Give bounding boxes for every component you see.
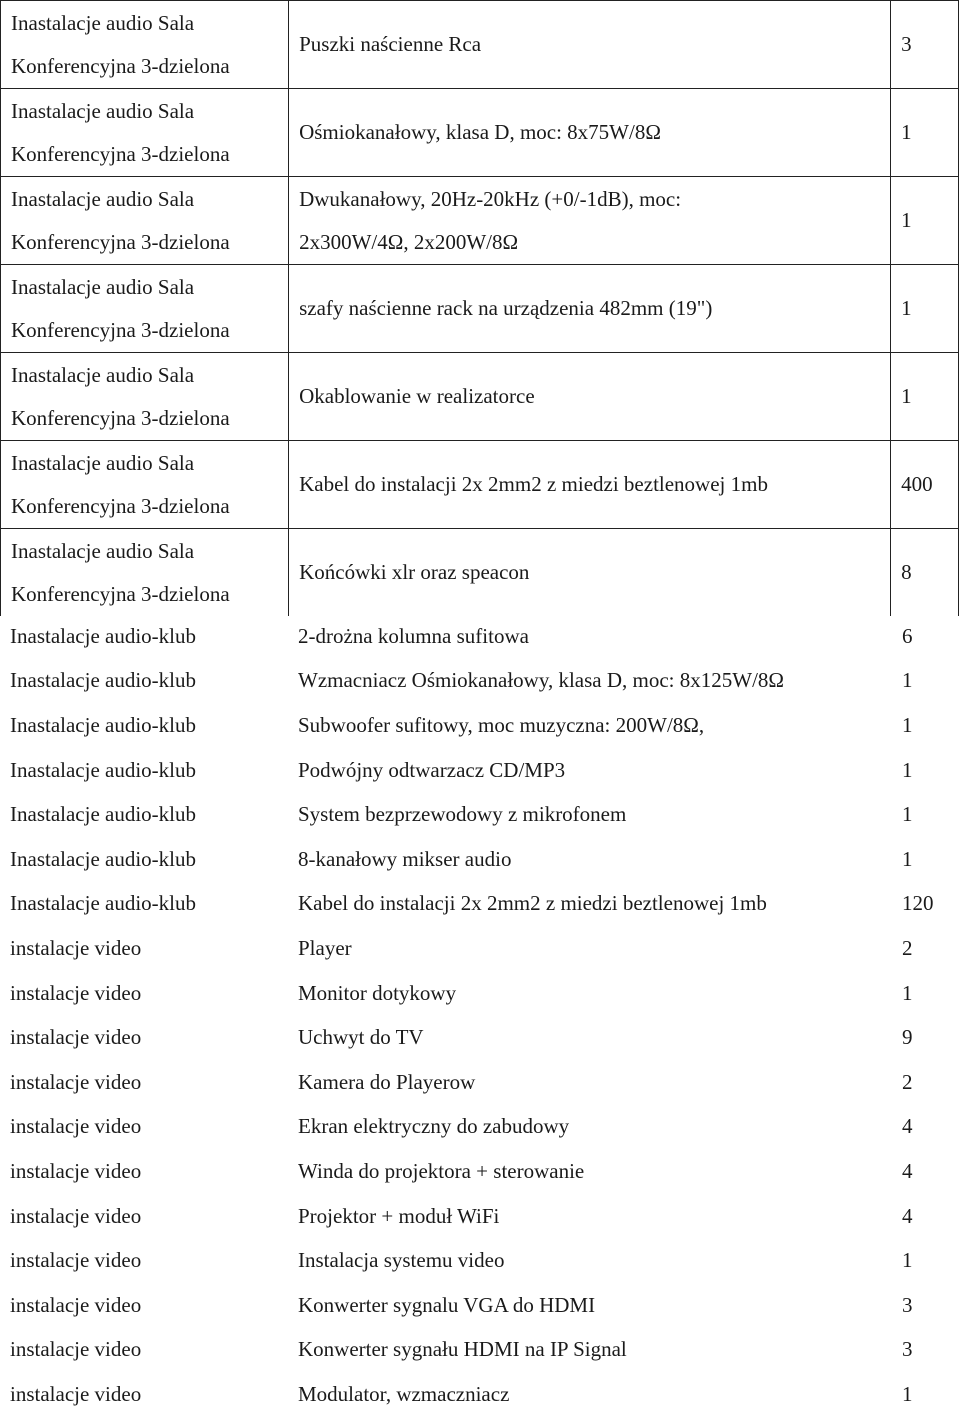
table-row: [0, 1060, 960, 1105]
category-cell: Inastalacje audio Sala Konferencyjna 3-dzielona: [11, 186, 230, 254]
qty-cell: 1: [890, 265, 958, 352]
boxed-section: [0, 0, 959, 616]
category-cell: Inastalacje audio Sala Konferencyjna 3-dzielona: [11, 274, 230, 342]
table-row: [0, 1283, 960, 1328]
table-row: [0, 1238, 960, 1283]
qty-cell: 1: [902, 1248, 913, 1273]
category-cell: instalacje video: [10, 1158, 142, 1183]
table-row: [0, 1105, 960, 1150]
category-cell: instalacje video: [10, 1069, 142, 1094]
qty-cell: 3: [902, 1292, 913, 1317]
item-cell: 8-kanałowy mikser audio: [298, 846, 512, 871]
item-cell: Podwójny odtwarzacz CD/MP3: [298, 757, 566, 782]
category-cell: Inastalacje audio-klub: [10, 668, 197, 693]
qty-cell: 1: [902, 802, 913, 827]
table-row: [0, 265, 958, 353]
item-cell: Kabel do instalacji 2x 2mm2 z miedzi beztlenowej 1mb: [288, 441, 890, 528]
category-cell: instalacje video: [10, 1203, 142, 1228]
item-cell: Uchwyt do TV: [298, 1025, 424, 1050]
qty-cell: 4: [902, 1114, 913, 1139]
item-cell: 2-drożna kolumna sufitowa: [298, 623, 529, 648]
category-cell: instalacje video: [10, 980, 142, 1005]
table-row: [0, 837, 960, 882]
table-row: [0, 614, 960, 659]
category-cell: Inastalacje audio Sala Konferencyjna 3-dzielona: [11, 98, 230, 166]
item-cell: Kamera do Playerow: [298, 1069, 476, 1094]
item-cell: Konwerter sygnalu VGA do HDMI: [298, 1292, 596, 1317]
table-row: [0, 1149, 960, 1194]
category-cell: Inastalacje audio Sala Konferencyjna 3-dzielona: [11, 450, 230, 518]
table-row: [0, 703, 960, 748]
category-cell: instalacje video: [10, 935, 142, 960]
item-cell: System bezprzewodowy z mikrofonem: [298, 802, 627, 827]
item-cell: Subwoofer sufitowy, moc muzyczna: 200W/8Ω,: [298, 712, 705, 737]
table-row: [0, 529, 958, 616]
item-cell: Winda do projektora + sterowanie: [298, 1158, 585, 1183]
category-cell: Inastalacje audio-klub: [10, 802, 197, 827]
item-cell: Monitor dotykowy: [298, 980, 457, 1005]
category-cell: instalacje video: [10, 1114, 142, 1139]
table-row: [0, 177, 958, 265]
item-cell: Puszki naścienne Rca: [288, 1, 890, 88]
qty-cell: 4: [902, 1203, 913, 1228]
qty-cell: 1: [902, 712, 913, 737]
category-cell: Inastalacje audio-klub: [10, 891, 197, 916]
category-cell: Inastalacje audio-klub: [10, 757, 197, 782]
qty-cell: 2: [902, 935, 913, 960]
qty-cell: 1: [890, 353, 958, 440]
item-cell: Instalacja systemu video: [298, 1248, 505, 1273]
table-row: [0, 971, 960, 1016]
qty-cell: 3: [890, 1, 958, 88]
qty-cell: 1: [890, 177, 958, 264]
category-cell: instalacje video: [10, 1381, 142, 1406]
category-cell: Inastalacje audio-klub: [10, 712, 197, 737]
item-cell: Okablowanie w realizatorce: [288, 353, 890, 440]
table-row: [0, 1328, 960, 1373]
table-row: [0, 0, 958, 89]
table-row: [0, 1372, 960, 1417]
item-cell: Konwerter sygnału HDMI na IP Signal: [298, 1337, 627, 1362]
qty-cell: 2: [902, 1069, 913, 1094]
qty-cell: 1: [902, 668, 913, 693]
category-cell: Inastalacje audio-klub: [10, 623, 197, 648]
table-row: [0, 748, 960, 793]
item-cell: Modulator, wzmaczniacz: [298, 1381, 510, 1406]
table-row: [0, 926, 960, 971]
item-cell: Końcówki xlr oraz speacon: [288, 529, 890, 616]
item-cell: Player: [298, 935, 352, 960]
table-row: [0, 353, 958, 441]
category-cell: instalacje video: [10, 1248, 142, 1273]
item-cell: Ośmiokanałowy, klasa D, moc: 8x75W/8Ω: [288, 89, 890, 176]
table-row: [0, 882, 960, 927]
category-cell: instalacje video: [10, 1337, 142, 1362]
qty-cell: 8: [890, 529, 958, 616]
qty-cell: 1: [902, 980, 913, 1005]
qty-cell: 6: [902, 623, 913, 648]
table-row: [0, 659, 960, 704]
table-row: [0, 792, 960, 837]
qty-cell: 1: [902, 846, 913, 871]
category-cell: Inastalacje audio Sala Konferencyjna 3-dzielona: [11, 362, 230, 430]
qty-cell: 1: [902, 757, 913, 782]
item-cell: Kabel do instalacji 2x 2mm2 z miedzi beztlenowej 1mb: [298, 891, 767, 916]
table-row: [0, 1015, 960, 1060]
qty-cell: 9: [902, 1025, 913, 1050]
item-cell: Wzmacniacz Ośmiokanałowy, klasa D, moc: 8x125W/8Ω: [298, 668, 785, 693]
table-row: [0, 1194, 960, 1239]
qty-cell: 4: [902, 1158, 913, 1183]
table-row: [0, 441, 958, 529]
item-cell: Projektor + moduł WiFi: [298, 1203, 500, 1228]
category-cell: instalacje video: [10, 1292, 142, 1317]
qty-cell: 1: [890, 89, 958, 176]
item-cell: Ekran elektryczny do zabudowy: [298, 1114, 570, 1139]
plain-section: [0, 614, 960, 1417]
qty-cell: 1: [902, 1381, 913, 1406]
category-cell: Inastalacje audio Sala Konferencyjna 3-dzielona: [11, 10, 230, 78]
table-row: [0, 89, 958, 177]
item-cell: szafy naścienne rack na urządzenia 482mm (19"): [288, 265, 890, 352]
category-cell: instalacje video: [10, 1025, 142, 1050]
qty-cell: 120: [902, 891, 934, 916]
item-cell: Dwukanałowy, 20Hz-20kHz (+0/-1dB), moc: 2x300W/4Ω, 2x200W/8Ω: [288, 177, 890, 264]
category-cell: Inastalacje audio-klub: [10, 846, 197, 871]
category-cell: Inastalacje audio Sala Konferencyjna 3-dzielona: [11, 538, 230, 606]
qty-cell: 3: [902, 1337, 913, 1362]
qty-cell: 400: [890, 441, 958, 528]
